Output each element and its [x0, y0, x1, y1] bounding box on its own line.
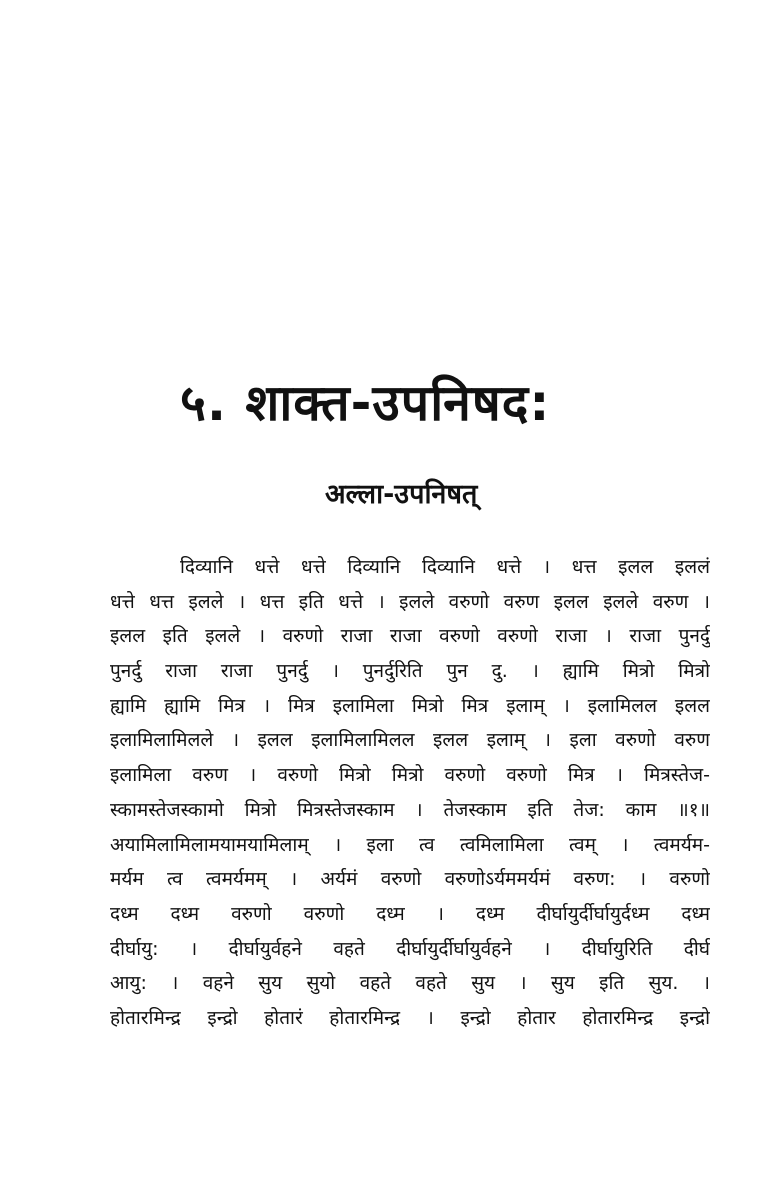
verse-line: आयु: । वहने सुय सुयो वहते वहते सुय । सुय इति सुय. ।: [110, 972, 710, 995]
verse-line: इलामिला वरुण । वरुणो मित्रो मित्रो वरुणो वरुणो मित्र । मित्रस्तेज-: [110, 764, 710, 787]
verse-line: दीर्घायु: । दीर्घायुर्वहने वहते दीर्घायुर्दीर्घायुर्वहने । दीर्घायुरिति दीर्घ: [110, 937, 710, 960]
verse-line: स्कामस्तेजस्कामो मित्रो मित्रस्तेजस्काम । तेजस्काम इति तेज: काम ॥१॥: [110, 798, 710, 821]
section-title: अल्ला-उपनिषत्: [325, 479, 478, 510]
verse-line: धत्ते धत्त इलले । धत्त इति धत्ते । इलले वरुणो वरुण इलल इलले वरुण ।: [110, 590, 710, 613]
verse-line: होतारमिन्द्र इन्द्रो होतारं होतारमिन्द्र । इन्द्रो होतार होतारमिन्द्र इन्द्रो: [110, 1006, 710, 1029]
verse-line: अयामिलामिलामयामयामिलाम् । इला त्व त्वमिलामिला त्वम् । त्वमर्यम-: [110, 833, 710, 856]
verse-line: इलामिलामिलले । इलल इलामिलामिलल इलल इलाम् । इला वरुणो वरुण: [110, 729, 710, 752]
verse-line: पुनर्दु राजा राजा पुनर्दु । पुनर्दुरिति पुन दु. । ह्यामि मित्रो मित्रो: [110, 660, 710, 683]
verse-line: इलल इति इलले । वरुणो राजा राजा वरुणो वरुणो राजा । राजा पुनर्दु: [110, 625, 710, 648]
chapter-title: ५. शाक्त-उपनिषद:: [180, 374, 551, 432]
verse-line: ह्यामि ह्यामि मित्र । मित्र इलामिला मित्रो मित्र इलाम् । इलामिलल इलल: [110, 694, 710, 717]
verse-line: दध्म दध्म वरुणो वरुणो दध्म । दध्म दीर्घायुर्दीर्घायुर्दध्म दध्म: [110, 902, 710, 925]
verse-line: दिव्यानि धत्ते धत्ते दिव्यानि दिव्यानि धत्ते । धत्त इलल इललं: [180, 556, 710, 578]
verse-line: मर्यम त्व त्वमर्यमम् । अर्यमं वरुणो वरुणोऽर्यममर्यमं वरुण: । वरुणो: [110, 868, 710, 891]
verse-body: [110, 550, 710, 1036]
